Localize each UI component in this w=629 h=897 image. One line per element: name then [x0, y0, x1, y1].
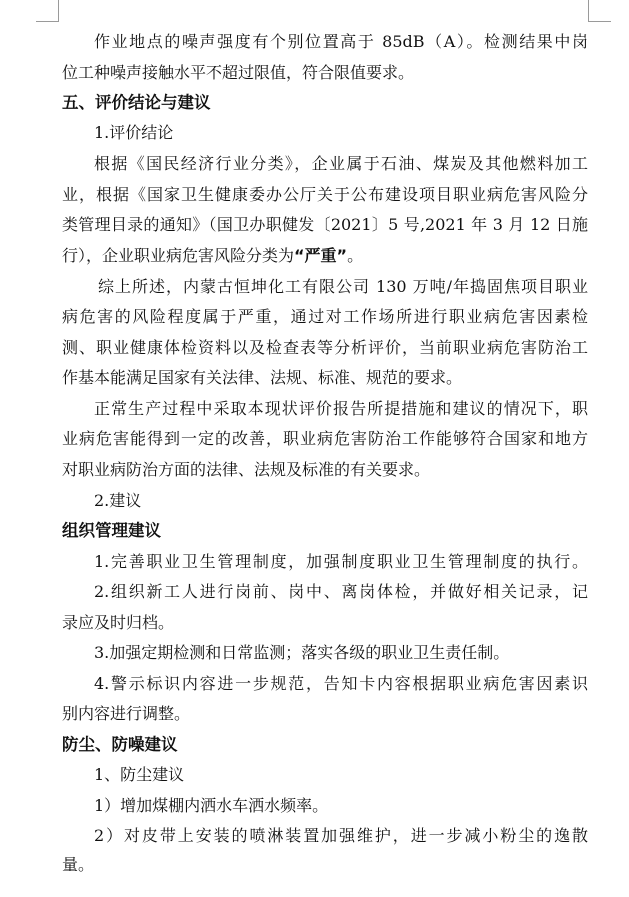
paragraph-line: 作业地点的噪声强度有个别位置高于 85dB（A）。检测结果中岗: [94, 32, 588, 51]
crop-mark-right-vertical: [588, 0, 589, 22]
paragraph-line: 位工种噪声接触水平不超过限值，符合限值要求。: [62, 63, 415, 82]
list-item: 3.加强定期检测和日常监测；落实各级的职业卫生责任制。: [94, 643, 510, 662]
crop-mark-left-horizontal: [36, 21, 59, 22]
paragraph-line: 作基本能满足国家有关法律、法规、标准、规范的要求。: [62, 368, 463, 387]
list-item: 4.警示标识内容进一步规范，告知卡内容根据职业病危害因素识: [94, 674, 588, 693]
text-segment: 行），企业职业病危害风险分类为: [62, 246, 295, 265]
list-item: 2）对皮带上安装的喷淋装置加强维护，进一步减小粉尘的逸散: [94, 826, 588, 845]
subsection-heading: 2.建议: [94, 491, 142, 510]
paragraph-line: 测、职业健康体检资料以及检查表等分析评价，当前职业病危害防治工: [62, 338, 588, 357]
crop-mark-right-horizontal: [588, 21, 611, 22]
section-heading: 防尘、防噪建议: [62, 735, 178, 754]
list-item: 1.完善职业卫生管理制度，加强制度职业卫生管理制度的执行。: [94, 552, 588, 571]
paragraph-line: 类管理目录的通知》（国卫办职健发〔2021〕5 号,2021 年 3 月 12 日施: [62, 215, 588, 234]
paragraph-line: [62, 244, 363, 268]
paragraph-line: 业病危害能得到一定的改善，职业病危害防治工作能够符合国家和地方: [62, 429, 588, 448]
paragraph-line: 根据《国民经济行业分类》，企业属于石油、煤炭及其他燃料加工: [94, 154, 588, 173]
text-segment: 。: [347, 246, 364, 265]
paragraph-line: 综上所述，内蒙古恒坤化工有限公司 130 万吨/年捣固焦项目职业: [98, 277, 588, 296]
section-heading: 五、评价结论与建议: [62, 93, 211, 112]
paragraph-line: 业，根据《国家卫生健康委办公厅关于公布建设项目职业病危害风险分: [62, 185, 588, 204]
subsection-heading: 1、防尘建议: [94, 765, 185, 784]
paragraph-line: 病危害的风险程度属于严重，通过对工作场所进行职业病危害因素检: [62, 307, 588, 326]
list-item: 1）增加煤棚内洒水车洒水频率。: [94, 796, 329, 815]
crop-mark-left-vertical: [58, 0, 59, 22]
list-item-continuation: 量。: [62, 855, 95, 874]
section-heading: 组织管理建议: [62, 521, 161, 540]
subsection-heading: 1.评价结论: [94, 123, 174, 142]
list-item: 2.组织新工人进行岗前、岗中、离岗体检，并做好相关记录，记: [94, 582, 588, 601]
paragraph-line: 正常生产过程中采取本现状评价报告所提措施和建议的情况下，职: [94, 399, 588, 418]
emphasis-text: “严重”: [294, 246, 348, 265]
paragraph-line: 对职业病防治方面的法律、法规及标准的有关要求。: [62, 460, 431, 479]
list-item-continuation: 别内容进行调整。: [62, 704, 191, 723]
list-item-continuation: 录应及时归档。: [62, 613, 175, 632]
